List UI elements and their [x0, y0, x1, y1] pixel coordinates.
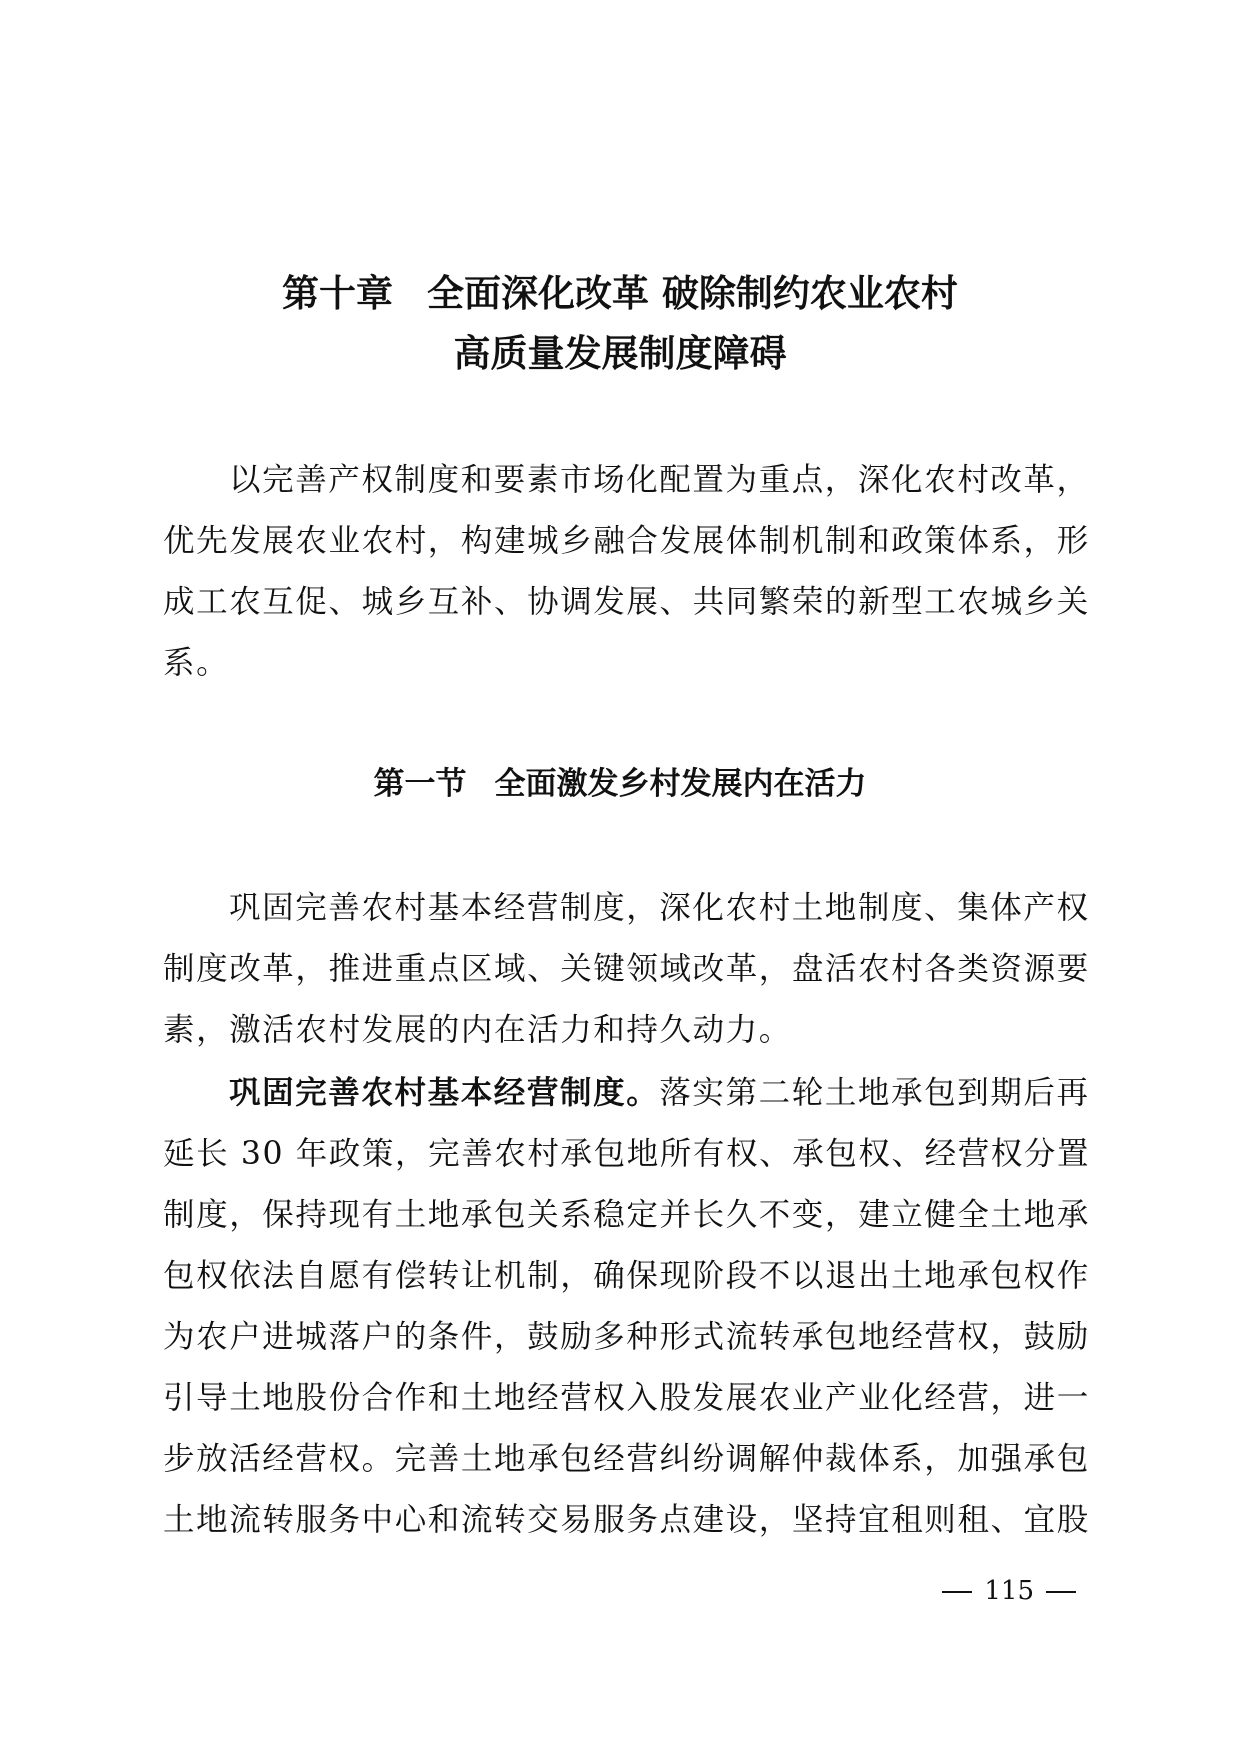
section-intro-paragraph: [163, 878, 1090, 1061]
item-lead-heading: 巩固完善农村基本经营制度。: [229, 1075, 660, 1111]
section-title: [160, 764, 1080, 804]
page-number-value: 115: [984, 1576, 1034, 1606]
dash-right: [1046, 1591, 1076, 1593]
paragraph-line: 巩固完善农村基本经营制度，深化农村土地制度、集体产权: [229, 890, 1090, 926]
chapter-intro-paragraph: [163, 450, 1090, 694]
chapter-title-text: 全面深化改革 破除制约农业农村: [427, 272, 958, 315]
paragraph-line: 为农户进城落户的条件，鼓励多种形式流转承包地经营权，鼓励: [163, 1319, 1090, 1355]
item-paragraph: [163, 1063, 1091, 1551]
paragraph-line: 步放活经营权。完善土地承包经营纠纷调解仲裁体系，加强承包: [163, 1441, 1090, 1477]
dash-left: [942, 1591, 972, 1593]
paragraph-line: 素，激活农村发展的内在活力和持久动力。: [163, 1012, 792, 1048]
chapter-title-line1: [160, 272, 1080, 316]
paragraph-line: 成工农互促、城乡互补、协调发展、共同繁荣的新型工农城乡关: [163, 584, 1090, 620]
paragraph-line: 优先发展农业农村，构建城乡融合发展体制机制和政策体系，形: [163, 523, 1090, 559]
page-number: [930, 1575, 1088, 1607]
section-number: 第一节: [373, 766, 467, 802]
paragraph-line: 土地流转服务中心和流转交易服务点建设，坚持宜租则租、宜股: [163, 1502, 1090, 1538]
paragraph-line: 引导土地股份合作和土地经营权入股发展农业产业化经营，进一: [163, 1380, 1090, 1416]
paragraph-line: 系。: [163, 645, 230, 681]
paragraph-line: 制度改革，推进重点区域、关键领域改革，盘活农村各类资源要: [163, 951, 1090, 987]
paragraph-line: 制度，保持现有土地承包关系稳定并长久不变，建立健全土地承: [163, 1197, 1090, 1233]
section-title-text: 全面激发乡村发展内在活力: [494, 766, 867, 802]
paragraph-line: 包权依法自愿有偿转让机制，确保现阶段不以退出土地承包权作: [163, 1258, 1090, 1294]
chapter-title-line2: 高质量发展制度障碍: [453, 332, 787, 375]
item-first-line-text: 落实第二轮土地承包到期后再: [659, 1075, 1090, 1111]
paragraph-line: 以完善产权制度和要素市场化配置为重点，深化农村改革，: [229, 462, 1090, 498]
chapter-number: 第十章: [282, 272, 394, 315]
paragraph-line: [163, 1063, 1090, 1124]
paragraph-line: 延长 30 年政策，完善农村承包地所有权、承包权、经营权分置: [163, 1136, 1091, 1172]
